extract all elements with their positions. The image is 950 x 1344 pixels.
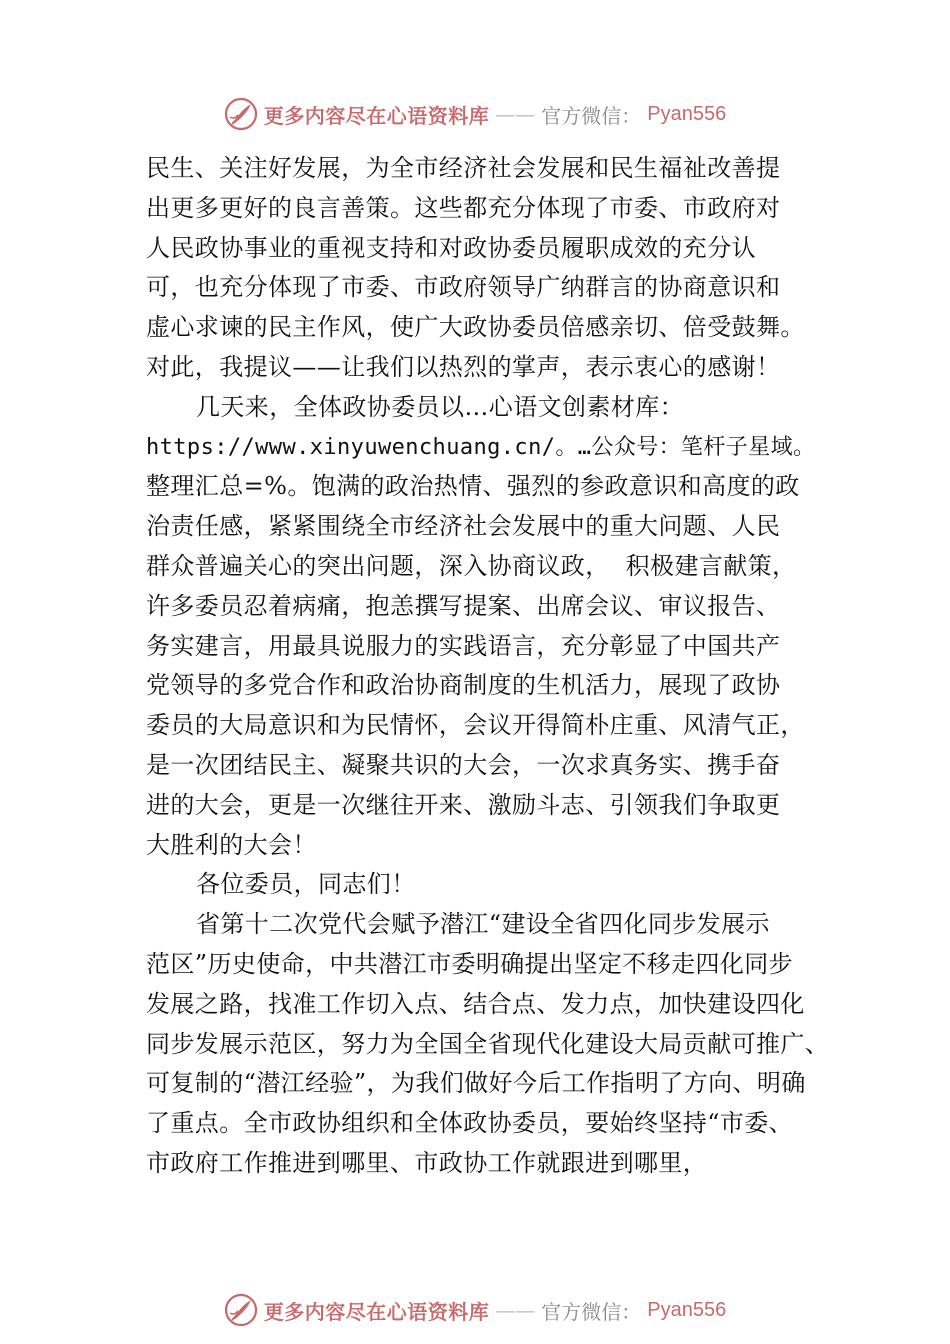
header-brand-text: 更多内容尽在心语资料库 — [263, 103, 490, 128]
body-line: 出更多更好的良言善策。这些都充分体现了市委、市政府对 — [146, 193, 781, 222]
body-line: 大胜利的大会！ — [146, 830, 317, 859]
body-line: 委员的大局意识和为民情怀，会议开得简朴庄重、风清气正， — [146, 711, 805, 740]
header-wechat-label: 官方微信： — [541, 103, 642, 128]
body-line: 民生、关注好发展，为全市经济社会发展和民生福祉改善提 — [146, 154, 781, 182]
body-line: 虚心求谏的民主作风，使广大政协委员倍感亲切、倍受鼓舞。 — [146, 313, 805, 342]
body-line: 务实建言，用最具说服力的实践语言，充分彰显了中国共产 — [146, 631, 781, 660]
body-line: 是一次团结民主、凝聚共识的大会，一次求真务实、携手奋 — [146, 750, 781, 779]
header-separator: —— — [495, 102, 536, 126]
header-wechat-id: Pyan556 — [647, 102, 727, 125]
footer-wechat-label: 官方微信： — [541, 1299, 642, 1324]
body-line: 对此，我提议——让我们以热烈的掌声，表示衷心的感谢！ — [146, 352, 781, 381]
body-line: 发展之路，找准工作切入点、结合点、发力点，加快建设四化 — [146, 989, 805, 1018]
body-line: 整理汇总=%。饱满的政治热情、强烈的参政意识和高度的政 — [146, 472, 800, 501]
body-line: 了重点。全市政协组织和全体政协委员，要始终坚持“市委、 — [146, 1109, 794, 1138]
body-line: 许多委员忍着病痛，抱恙撰写提案、出席会议、审议报告、 — [146, 591, 781, 620]
paragraph-start-line: 几天来，全体政协委员以…心语文创素材库： — [196, 392, 684, 421]
document-body — [146, 149, 836, 1184]
body-line: 人民政协事业的重视支持和对政协委员履职成效的充分认 — [146, 233, 756, 262]
footer-brand-text: 更多内容尽在心语资料库 — [263, 1299, 490, 1324]
footer-separator: —— — [495, 1298, 536, 1322]
header-watermark-banner — [0, 92, 950, 136]
body-line: 市政府工作推进到哪里、市政协工作就跟进到哪里， — [146, 1148, 708, 1177]
body-line: 同步发展示范区，努力为全国全省现代化建设大局贡献可推广、 — [146, 1029, 830, 1058]
paragraph-start-line: 省第十二次党代会赋予潜江“建设全省四化同步发展示 — [196, 910, 770, 939]
body-line: 治责任感，紧紧围绕全市经济社会发展中的重大问题、人民 — [146, 512, 781, 541]
quill-pen-logo-icon — [224, 97, 258, 131]
body-line: 可，也充分体现了市委、市政府领导广纳群言的协商意识和 — [146, 273, 781, 302]
quill-pen-logo-icon — [224, 1293, 258, 1327]
body-line: 进的大会，更是一次继往开来、激励斗志、引领我们争取更 — [146, 790, 781, 819]
footer-watermark-banner — [0, 1288, 950, 1332]
body-line-url: https://www.xinyuwenchuang.cn/。…公众号：笔杆子星域。 — [146, 434, 816, 460]
body-line: 党领导的多党合作和政治协商制度的生机活力，展现了政协 — [146, 671, 781, 700]
footer-wechat-id: Pyan556 — [647, 1298, 727, 1321]
body-line: 范区”历史使命，中共潜江市委明确提出坚定不移走四化同步 — [146, 949, 794, 978]
body-line: 可复制的“潜江经验”，为我们做好今后工作指明了方向、明确 — [146, 1069, 806, 1098]
salutation-line: 各位委员，同志们！ — [196, 870, 416, 899]
body-line: 群众普遍关心的突出问题，深入协商议政， 积极建言献策， — [146, 551, 797, 580]
